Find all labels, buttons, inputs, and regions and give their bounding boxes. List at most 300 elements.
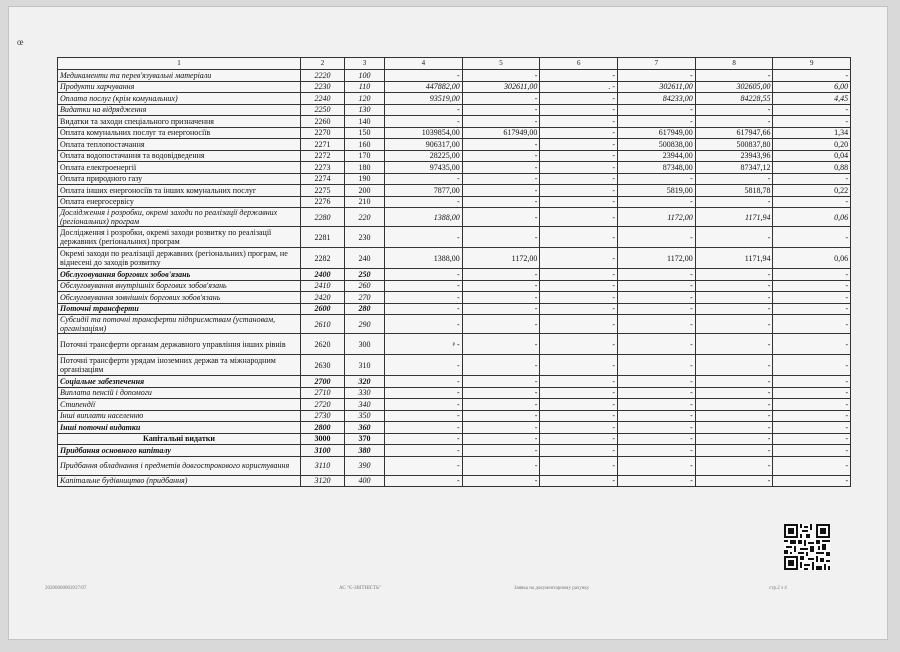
value-cell: 97435,00	[385, 162, 463, 174]
value-cell: -	[540, 208, 618, 227]
row-code: 2275	[301, 185, 345, 197]
value-cell: -	[462, 208, 540, 227]
value-cell: -	[540, 475, 618, 487]
footer-note: Заявка на документарному рахунку	[514, 586, 590, 591]
value-cell: -	[462, 422, 540, 434]
row-code: 2271	[301, 139, 345, 151]
value-cell: 1171,94	[695, 248, 773, 269]
row-name: Придбання обладнання і предметів довгострокового користування	[58, 456, 301, 475]
value-cell: . -	[540, 81, 618, 93]
table-row	[58, 208, 851, 227]
value-cell: -	[618, 387, 696, 399]
value-cell: -	[695, 104, 773, 116]
table-row	[58, 355, 851, 376]
value-cell: -	[462, 104, 540, 116]
table-row	[58, 150, 851, 162]
row-name: Видатки на відрядження	[58, 104, 301, 116]
value-cell: 0,22	[773, 185, 851, 197]
value-cell: -	[695, 355, 773, 376]
table-row	[58, 475, 851, 487]
value-cell: -	[618, 173, 696, 185]
value-cell: 84233,00	[618, 93, 696, 105]
value-cell: -	[385, 387, 463, 399]
value-cell: -	[773, 410, 851, 422]
row-kekv: 160	[345, 139, 385, 151]
value-cell: -	[385, 445, 463, 457]
column-header: 7	[618, 58, 696, 70]
value-cell: -	[462, 445, 540, 457]
value-cell: -	[618, 70, 696, 82]
value-cell: -	[773, 433, 851, 445]
value-cell: -	[385, 456, 463, 475]
value-cell: -	[540, 150, 618, 162]
value-cell: 617949,00	[462, 127, 540, 139]
value-cell: -	[540, 269, 618, 281]
value-cell: 447882,00	[385, 81, 463, 93]
row-name: Оплата теплопостачання	[58, 139, 301, 151]
value-cell: -	[385, 104, 463, 116]
row-code: 2282	[301, 248, 345, 269]
row-kekv: 290	[345, 315, 385, 334]
value-cell: -	[540, 280, 618, 292]
row-kekv: 140	[345, 116, 385, 128]
value-cell: 5818,78	[695, 185, 773, 197]
row-kekv: 320	[345, 376, 385, 388]
row-code: 2250	[301, 104, 345, 116]
row-kekv: 220	[345, 208, 385, 227]
value-cell: -	[695, 334, 773, 355]
row-name: Оплата природного газу	[58, 173, 301, 185]
table-header-row	[58, 58, 851, 70]
value-cell: 28225,00	[385, 150, 463, 162]
value-cell: -	[540, 433, 618, 445]
row-code: 3000	[301, 433, 345, 445]
value-cell: -	[540, 292, 618, 304]
value-cell: -	[618, 334, 696, 355]
row-name: Придбання основного капіталу	[58, 445, 301, 457]
value-cell: 87347,12	[695, 162, 773, 174]
row-name: Оплата енергосервісу	[58, 196, 301, 208]
value-cell: 1172,00	[618, 248, 696, 269]
row-kekv: 330	[345, 387, 385, 399]
row-code: 2710	[301, 387, 345, 399]
column-header: 5	[462, 58, 540, 70]
row-name: Дослідження і розробки, окремі заходи розвитку по реалізації державних (регіональних) програм	[58, 227, 301, 248]
value-cell: -	[540, 173, 618, 185]
value-cell: 617947,66	[695, 127, 773, 139]
table-row	[58, 227, 851, 248]
value-cell: -	[618, 116, 696, 128]
value-cell: -	[385, 303, 463, 315]
value-cell: -	[618, 422, 696, 434]
value-cell: 0,06	[773, 248, 851, 269]
row-kekv: 170	[345, 150, 385, 162]
row-kekv: 240	[345, 248, 385, 269]
table-row	[58, 70, 851, 82]
value-cell: -	[695, 116, 773, 128]
value-cell: 0,20	[773, 139, 851, 151]
value-cell: -	[618, 475, 696, 487]
row-name: Обслуговування зовнішніх боргових зобов'язань	[58, 292, 301, 304]
value-cell: -	[773, 334, 851, 355]
value-cell: -	[462, 433, 540, 445]
row-kekv: 380	[345, 445, 385, 457]
value-cell: -	[462, 456, 540, 475]
row-kekv: 390	[345, 456, 385, 475]
row-name: Поточні трансферти	[58, 303, 301, 315]
value-cell: -	[773, 456, 851, 475]
value-cell: 84228,55	[695, 93, 773, 105]
value-cell: 1171,94	[695, 208, 773, 227]
row-code: 2600	[301, 303, 345, 315]
value-cell: -	[695, 292, 773, 304]
row-kekv: 120	[345, 93, 385, 105]
row-name: Обслуговування боргових зобов'язань	[58, 269, 301, 281]
value-cell: -	[618, 399, 696, 411]
value-cell: -	[618, 269, 696, 281]
row-kekv: 370	[345, 433, 385, 445]
value-cell: 0,88	[773, 162, 851, 174]
value-cell: -	[695, 433, 773, 445]
value-cell: -	[695, 387, 773, 399]
column-header: 4	[385, 58, 463, 70]
value-cell: -	[540, 93, 618, 105]
row-code: 2620	[301, 334, 345, 355]
table-row	[58, 387, 851, 399]
value-cell: -	[695, 269, 773, 281]
table-row	[58, 410, 851, 422]
row-kekv: 350	[345, 410, 385, 422]
table-row	[58, 292, 851, 304]
value-cell: -	[773, 387, 851, 399]
value-cell: -	[773, 422, 851, 434]
expenditure-table	[57, 57, 851, 487]
table-row	[58, 248, 851, 269]
table-row	[58, 185, 851, 197]
value-cell: -	[540, 422, 618, 434]
value-cell: -	[385, 376, 463, 388]
value-cell: 5819,00	[618, 185, 696, 197]
table-row	[58, 422, 851, 434]
value-cell: -	[773, 280, 851, 292]
table-row	[58, 116, 851, 128]
column-header: 9	[773, 58, 851, 70]
value-cell: 23943,96	[695, 150, 773, 162]
row-code: 2276	[301, 196, 345, 208]
row-kekv: 100	[345, 70, 385, 82]
value-cell: -	[385, 173, 463, 185]
row-code: 2410	[301, 280, 345, 292]
value-cell: -	[462, 139, 540, 151]
table-row	[58, 315, 851, 334]
value-cell: 302605,00	[695, 81, 773, 93]
value-cell: -	[695, 227, 773, 248]
value-cell: -	[385, 116, 463, 128]
value-cell: -	[618, 433, 696, 445]
table-row	[58, 445, 851, 457]
value-cell: -	[773, 445, 851, 457]
value-cell: 302611,00	[462, 81, 540, 93]
value-cell: -	[385, 70, 463, 82]
value-cell: -	[618, 303, 696, 315]
value-cell: -	[385, 227, 463, 248]
row-code: 2720	[301, 399, 345, 411]
row-name: Медикаменти та перев'язувальні матеріали	[58, 70, 301, 82]
value-cell: -	[618, 280, 696, 292]
row-kekv: 150	[345, 127, 385, 139]
table-row	[58, 162, 851, 174]
value-cell: -	[695, 399, 773, 411]
row-kekv: 210	[345, 196, 385, 208]
value-cell: -	[695, 422, 773, 434]
value-cell: -	[618, 456, 696, 475]
column-header: 1	[58, 58, 301, 70]
value-cell: 906317,00	[385, 139, 463, 151]
row-name: Дослідження і розробки, окремі заходи по реалізації державних (регіональних) програм	[58, 208, 301, 227]
row-kekv: 230	[345, 227, 385, 248]
value-cell: -	[385, 196, 463, 208]
value-cell: -	[462, 93, 540, 105]
value-cell: -	[462, 334, 540, 355]
row-code: 2730	[301, 410, 345, 422]
table-row	[58, 399, 851, 411]
row-name: Оплата електроенергії	[58, 162, 301, 174]
value-cell: -	[540, 445, 618, 457]
value-cell: -	[385, 355, 463, 376]
table-row	[58, 280, 851, 292]
value-cell: 0,06	[773, 208, 851, 227]
value-cell: 4,45	[773, 93, 851, 105]
table-row	[58, 269, 851, 281]
value-cell: 617949,00	[618, 127, 696, 139]
value-cell: -	[540, 248, 618, 269]
footer-document-id: 20200000003937/07	[45, 586, 87, 591]
row-name: Капітальні видатки	[58, 433, 301, 445]
value-cell: -	[385, 433, 463, 445]
value-cell: -	[773, 292, 851, 304]
value-cell: -	[695, 315, 773, 334]
row-kekv: 300	[345, 334, 385, 355]
value-cell: -	[695, 173, 773, 185]
value-cell: -	[540, 127, 618, 139]
row-code: 3110	[301, 456, 345, 475]
row-kekv: 180	[345, 162, 385, 174]
value-cell: -	[462, 70, 540, 82]
value-cell: 1388,00	[385, 208, 463, 227]
row-kekv: 310	[345, 355, 385, 376]
value-cell: -	[773, 196, 851, 208]
footer-system-name: АС "Є-ЗВІТНІСТЬ"	[339, 586, 382, 591]
value-cell: ᵖ -	[385, 334, 463, 355]
value-cell: -	[618, 104, 696, 116]
value-cell: -	[618, 355, 696, 376]
table-row	[58, 196, 851, 208]
row-code: 2260	[301, 116, 345, 128]
value-cell: -	[618, 315, 696, 334]
value-cell: -	[540, 104, 618, 116]
value-cell: -	[773, 173, 851, 185]
row-code: 2273	[301, 162, 345, 174]
value-cell: -	[618, 410, 696, 422]
value-cell: -	[773, 376, 851, 388]
value-cell: -	[773, 116, 851, 128]
value-cell: -	[773, 227, 851, 248]
value-cell: -	[540, 303, 618, 315]
value-cell: -	[618, 196, 696, 208]
row-name: Інші поточні видатки	[58, 422, 301, 434]
value-cell: -	[462, 410, 540, 422]
value-cell: 500837,80	[695, 139, 773, 151]
value-cell: -	[773, 355, 851, 376]
value-cell: -	[773, 104, 851, 116]
value-cell: 1388,00	[385, 248, 463, 269]
column-header: 3	[345, 58, 385, 70]
value-cell: -	[462, 315, 540, 334]
row-kekv: 340	[345, 399, 385, 411]
row-name: Видатки та заходи спеціального призначення	[58, 116, 301, 128]
row-kekv: 130	[345, 104, 385, 116]
row-name: Продукти харчування	[58, 81, 301, 93]
value-cell: 1172,00	[618, 208, 696, 227]
corner-mark: œ	[17, 37, 24, 47]
row-name: Стипендії	[58, 399, 301, 411]
table-row	[58, 139, 851, 151]
table-row	[58, 127, 851, 139]
value-cell: 500838,00	[618, 139, 696, 151]
value-cell: 87348,00	[618, 162, 696, 174]
value-cell: -	[540, 185, 618, 197]
table-row	[58, 303, 851, 315]
document-page	[8, 6, 888, 640]
table-row	[58, 376, 851, 388]
row-name: Виплата пенсій і допомоги	[58, 387, 301, 399]
value-cell: -	[695, 445, 773, 457]
footer-page-number: стр.2 з 4	[769, 586, 787, 591]
value-cell: -	[695, 196, 773, 208]
row-code: 2220	[301, 70, 345, 82]
row-kekv: 280	[345, 303, 385, 315]
table-row	[58, 93, 851, 105]
value-cell: -	[773, 70, 851, 82]
value-cell: -	[773, 475, 851, 487]
table-row	[58, 81, 851, 93]
value-cell: -	[462, 162, 540, 174]
value-cell: -	[462, 173, 540, 185]
row-kekv: 400	[345, 475, 385, 487]
value-cell: 0,04	[773, 150, 851, 162]
row-kekv: 360	[345, 422, 385, 434]
value-cell: -	[695, 410, 773, 422]
value-cell: -	[540, 387, 618, 399]
table-row	[58, 433, 851, 445]
value-cell: -	[618, 292, 696, 304]
value-cell: 23944,00	[618, 150, 696, 162]
value-cell: 6,00	[773, 81, 851, 93]
value-cell: -	[618, 227, 696, 248]
value-cell: -	[540, 162, 618, 174]
row-code: 2630	[301, 355, 345, 376]
table-body	[58, 70, 851, 487]
row-name: Інші виплати населенню	[58, 410, 301, 422]
value-cell: -	[773, 269, 851, 281]
value-cell: -	[462, 185, 540, 197]
value-cell: -	[773, 399, 851, 411]
value-cell: -	[540, 410, 618, 422]
value-cell: -	[695, 303, 773, 315]
row-name: Субсидії та поточні трансферти підприємствам (установам, організаціям)	[58, 315, 301, 334]
value-cell: -	[773, 315, 851, 334]
value-cell: -	[462, 303, 540, 315]
row-name: Оплата інших енергоносіїв та інших комунальних послуг	[58, 185, 301, 197]
value-cell: 7877,00	[385, 185, 463, 197]
value-cell: -	[462, 227, 540, 248]
value-cell: -	[773, 303, 851, 315]
value-cell: -	[540, 70, 618, 82]
row-kekv: 200	[345, 185, 385, 197]
value-cell: -	[385, 422, 463, 434]
row-code: 2610	[301, 315, 345, 334]
value-cell: -	[385, 410, 463, 422]
value-cell: -	[540, 456, 618, 475]
row-name: Оплата комунальних послуг та енергоносіїв	[58, 127, 301, 139]
value-cell: -	[618, 445, 696, 457]
row-code: 2240	[301, 93, 345, 105]
value-cell: -	[540, 139, 618, 151]
value-cell: -	[385, 292, 463, 304]
value-cell: -	[462, 376, 540, 388]
value-cell: -	[462, 196, 540, 208]
value-cell: -	[462, 116, 540, 128]
row-name: Оплата водопостачання та водовідведення	[58, 150, 301, 162]
value-cell: -	[540, 227, 618, 248]
value-cell: -	[695, 376, 773, 388]
qr-code-icon	[784, 524, 830, 570]
row-code: 2230	[301, 81, 345, 93]
row-kekv: 260	[345, 280, 385, 292]
value-cell: -	[462, 150, 540, 162]
value-cell: -	[385, 475, 463, 487]
row-code: 2274	[301, 173, 345, 185]
value-cell: -	[462, 387, 540, 399]
row-code: 2700	[301, 376, 345, 388]
value-cell: 93519,00	[385, 93, 463, 105]
value-cell: -	[462, 280, 540, 292]
value-cell: -	[695, 475, 773, 487]
value-cell: -	[540, 399, 618, 411]
column-header: 2	[301, 58, 345, 70]
row-name: Обслуговування внутрішніх боргових зобов'язань	[58, 280, 301, 292]
row-name: Поточні трансферти органам державного управління інших рівнів	[58, 334, 301, 355]
row-code: 2270	[301, 127, 345, 139]
value-cell: 1172,00	[462, 248, 540, 269]
value-cell: -	[385, 280, 463, 292]
row-name: Поточні трансферти урядам іноземних держав та міжнародним організаціям	[58, 355, 301, 376]
value-cell: -	[695, 70, 773, 82]
row-kekv: 270	[345, 292, 385, 304]
value-cell: 1,34	[773, 127, 851, 139]
table-row	[58, 173, 851, 185]
column-header: 6	[540, 58, 618, 70]
row-name: Капітальне будівництво (придбання)	[58, 475, 301, 487]
value-cell: -	[462, 399, 540, 411]
value-cell: 302611,00	[618, 81, 696, 93]
value-cell: -	[695, 456, 773, 475]
value-cell: -	[540, 116, 618, 128]
value-cell: -	[385, 269, 463, 281]
row-name: Оплата послуг (крім комунальних)	[58, 93, 301, 105]
row-code: 3100	[301, 445, 345, 457]
row-kekv: 190	[345, 173, 385, 185]
